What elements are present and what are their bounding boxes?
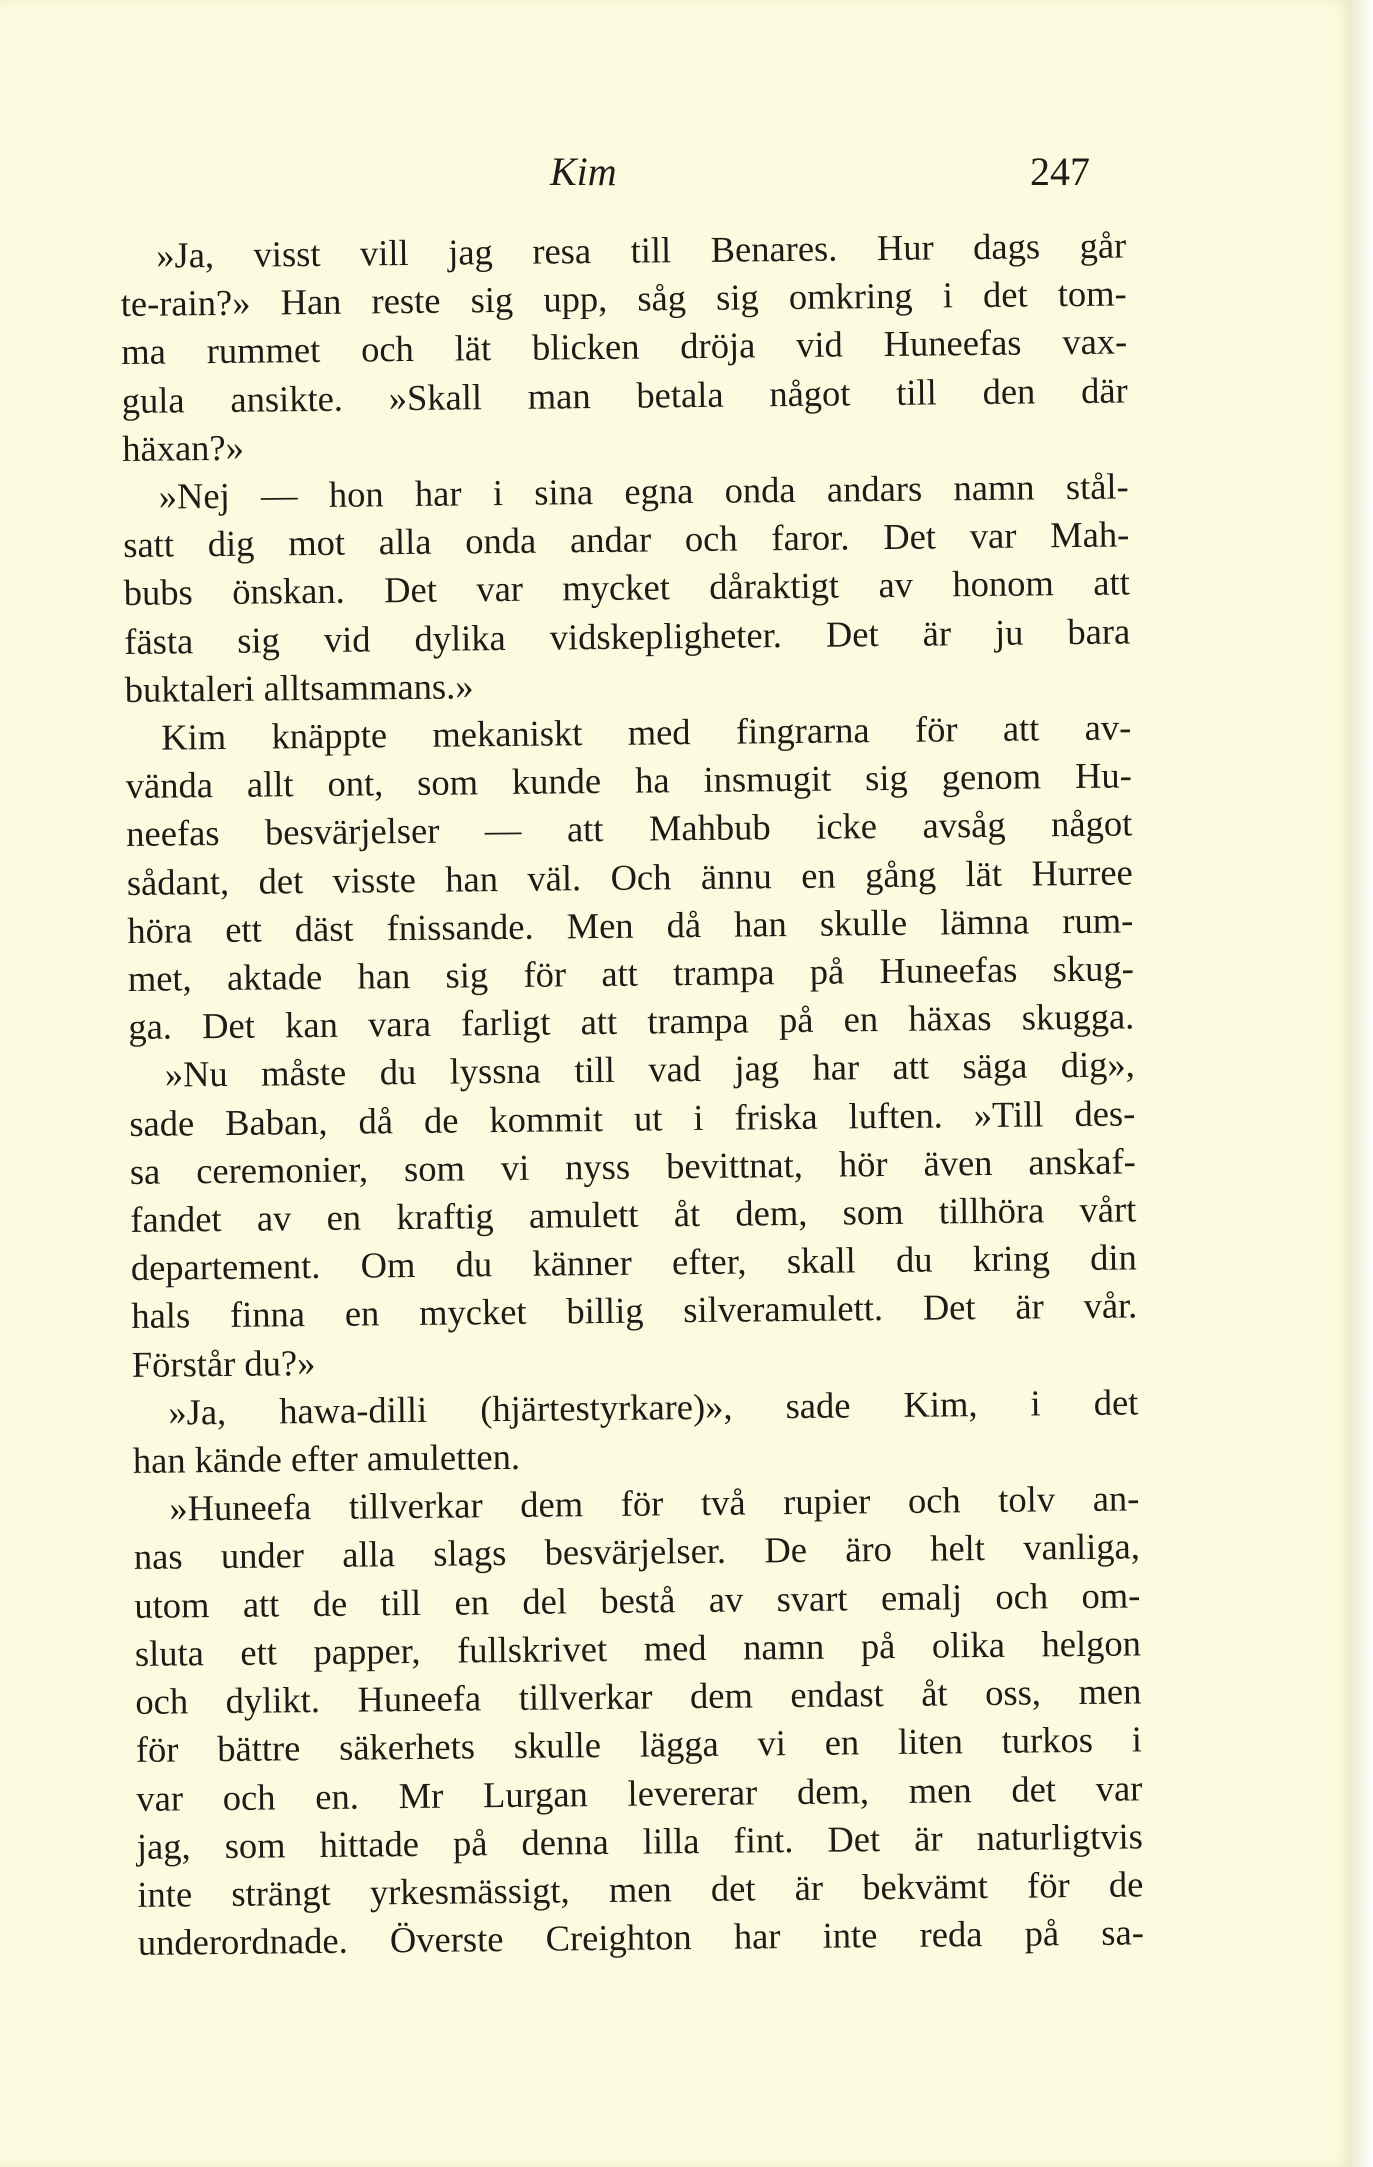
text-line: gula ansikte. »Skall man betala något till den där bbox=[121, 369, 1128, 421]
text-line: te-rain?» Han reste sig upp, såg sig omkring i det tom- bbox=[120, 272, 1127, 325]
text-line: sådant, det visste han väl. Och ännu en gång lät Hurree bbox=[126, 851, 1133, 903]
text-line: fandet av en kraftig amulett åt dem, som tillhöra vårt bbox=[130, 1188, 1137, 1241]
text-line: »Nej — hon har i sina egna onda andars namn stål- bbox=[158, 465, 1129, 517]
text-line: han kände efter amuletten. bbox=[132, 1435, 521, 1482]
text-line: för bättre säkerhets skulle lägga vi en liten turkos i bbox=[135, 1718, 1143, 1771]
text-line: utom att de till en del bestå av svart emalj och om- bbox=[134, 1574, 1141, 1626]
text-line: bubs önskan. Det var mycket dåraktigt av honom att bbox=[123, 561, 1130, 614]
text-line: met, aktade han sig för att trampa på Huneefas skug- bbox=[127, 947, 1134, 1000]
text-line: ga. Det kan vara farligt att trampa på en häxas skugga. bbox=[128, 995, 1135, 1048]
text-line: buktaleri alltsammans.» bbox=[124, 665, 474, 710]
text-line: sade Baban, då de kommit ut i friska luften. »Till des- bbox=[129, 1092, 1136, 1144]
page-number: 247 bbox=[1030, 149, 1090, 194]
text-line: »Ja, visst vill jag resa till Benares. Hur dags går bbox=[156, 224, 1127, 276]
page-edge bbox=[1350, 0, 1373, 2167]
text-line: sa ceremonier, som vi nyss bevittnat, hör även anskaf- bbox=[129, 1140, 1136, 1192]
text-line: departement. Om du känner efter, skall du kring din bbox=[130, 1236, 1138, 1289]
text-line: satt dig mot alla onda andar och faror. Det var Mah- bbox=[123, 513, 1130, 566]
text-line: fästa sig vid dylika vidskepligheter. Det är ju bara bbox=[124, 610, 1131, 662]
text-line: underordnade. Överste Creighton har inte reda på sa- bbox=[137, 1911, 1145, 1964]
text-line: »Huneefa tillverkar dem för två rupier och tolv an- bbox=[169, 1477, 1140, 1529]
text-line: och dylikt. Huneefa tillverkar dem endast åt oss, men bbox=[135, 1670, 1142, 1723]
text-line: jag, som hittade på denna lilla fint. Det är naturligtvis bbox=[136, 1815, 1144, 1867]
text-line: ma rummet och lät blicken dröja vid Huneefas vax- bbox=[121, 320, 1128, 373]
body-text bbox=[120, 221, 1144, 1967]
text-line: inte strängt yrkesmässigt, men det är bekvämt för de bbox=[137, 1863, 1144, 1915]
text-line: neefas besvärjelser — att Mahbub icke avsåg något bbox=[126, 802, 1133, 855]
text-line: Kim knäppte mekaniskt med fingrarna för att av- bbox=[161, 706, 1132, 758]
text-line: vända allt ont, som kunde ha insmugit sig genom Hu- bbox=[125, 754, 1132, 807]
text-line: nas under alla slags besvärjelser. De äro helt vanliga, bbox=[133, 1525, 1141, 1578]
running-title: Kim bbox=[550, 149, 617, 194]
text-line: »Ja, hawa-dilli (hjärtestyrkare)», sade Kim, i det bbox=[168, 1381, 1139, 1433]
text-line: häxan?» bbox=[122, 426, 245, 469]
text-line: »Nu måste du lyssna till vad jag har att säga dig», bbox=[164, 1043, 1135, 1096]
text-line: höra ett däst fnissande. Men då han skulle lämna rum- bbox=[127, 899, 1134, 951]
page-header bbox=[0, 148, 1350, 198]
text-line: sluta ett papper, fullskrivet med namn på olika helgon bbox=[134, 1622, 1142, 1674]
text-line: var och en. Mr Lurgan levererar dem, men det var bbox=[136, 1766, 1143, 1819]
text-line: hals finna en mycket billig silveramulett. Det är vår. bbox=[131, 1284, 1138, 1337]
text-line: Förstår du?» bbox=[131, 1341, 316, 1385]
